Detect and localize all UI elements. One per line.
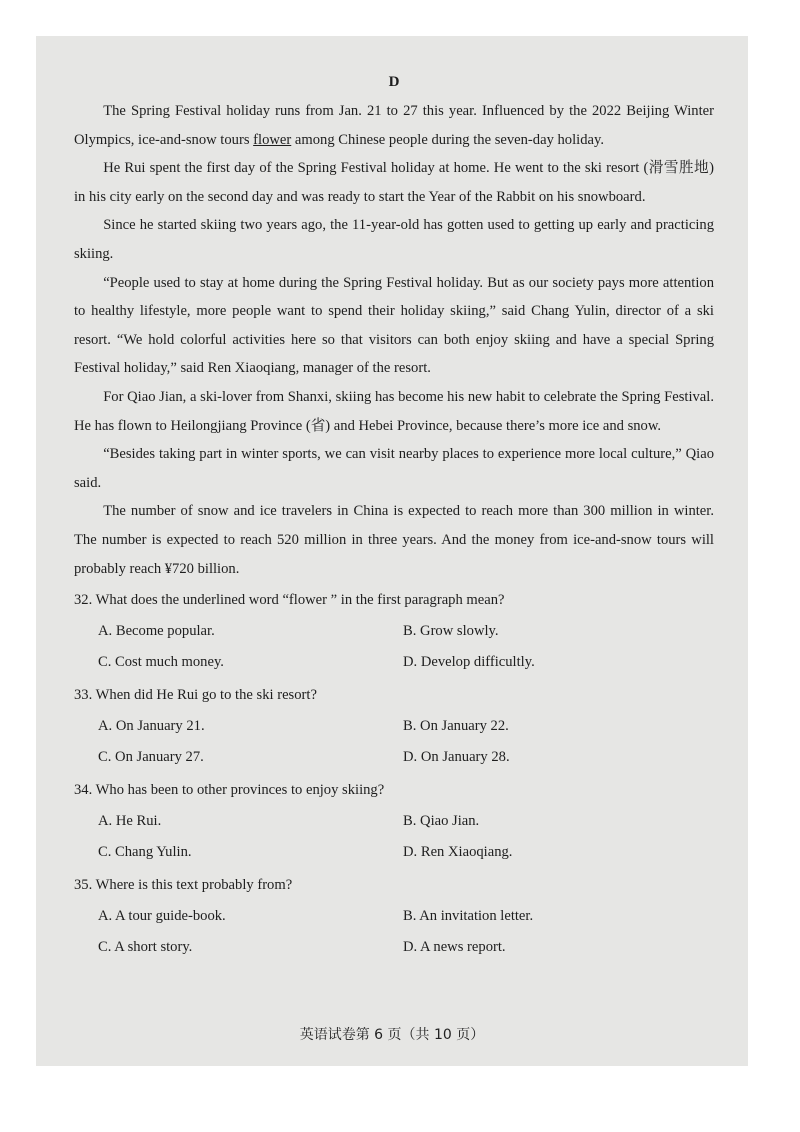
underlined-word: flower bbox=[253, 131, 292, 148]
paragraph-5: For Qiao Jian, a ski-lover from Shanxi, skiing has become his new habit to celebrate the Spring Festival. He has flown to Heilongjiang Province (省) and Hebei Province, because there’s more ice and snow. bbox=[74, 388, 714, 434]
paragraph-1 bbox=[74, 97, 714, 154]
question-stem: 34. Who has been to other provinces to enjoy skiing? bbox=[74, 782, 385, 799]
option-list bbox=[74, 711, 714, 773]
option-d: D. On January 28. bbox=[403, 749, 510, 766]
option-c: C. Chang Yulin. bbox=[98, 844, 192, 861]
paragraph-3: Since he started skiing two years ago, the 11-year-old has gotten used to getting up early and practicing skiing. bbox=[74, 217, 714, 262]
paragraph-4: “People used to stay at home during the Spring Festival holiday. But as our society pays more attention to healthy lifestyle, more people want to spend their holiday skiing,” said Chang Yulin, director of a ski resort. “We hold colorful activities here so that visitors can both enjoy skiing and have a special Spring Festival holiday,” said Ren Xiaoqiang, manager of the resort. bbox=[74, 274, 714, 377]
option-a: A. He Rui. bbox=[98, 813, 162, 830]
option-a: A. On January 21. bbox=[98, 718, 205, 735]
option-a: A. A tour guide-book. bbox=[98, 908, 226, 925]
question-33 bbox=[74, 680, 714, 773]
question-35 bbox=[74, 870, 714, 963]
option-d: D. Develop difficultly. bbox=[403, 654, 535, 671]
option-b: B. An invitation letter. bbox=[403, 908, 534, 925]
option-b: B. On January 22. bbox=[403, 718, 509, 735]
option-d: D. A news report. bbox=[403, 939, 506, 956]
option-d: D. Ren Xiaoqiang. bbox=[403, 844, 513, 861]
option-b: B. Grow slowly. bbox=[403, 623, 499, 640]
section-title: D bbox=[388, 74, 400, 90]
paragraph-6: “Besides taking part in winter sports, we can visit nearby places to experience more local culture,” Qiao said. bbox=[74, 446, 714, 491]
option-c: C. On January 27. bbox=[98, 749, 204, 766]
question-32 bbox=[74, 585, 714, 678]
option-list bbox=[74, 616, 714, 678]
question-stem: 35. Where is this text probably from? bbox=[74, 877, 293, 894]
option-b: B. Qiao Jian. bbox=[403, 813, 480, 830]
option-list bbox=[74, 901, 714, 963]
page-content bbox=[74, 74, 714, 963]
option-c: C. Cost much money. bbox=[98, 654, 224, 671]
exam-page bbox=[36, 36, 748, 1066]
paragraph-2: He Rui spent the first day of the Spring Festival holiday at home. He went to the ski resort (滑雪胜地) in his city early on the second day and was ready to start the Year of the Rabbit on his snowboard. bbox=[74, 160, 714, 205]
page-footer: 英语试卷第 6 页（共 10 页） bbox=[299, 1027, 485, 1043]
paragraph-1-text-end: among Chinese people during the seven-day holiday. bbox=[291, 131, 604, 148]
paragraph-7: The number of snow and ice travelers in China is expected to reach more than 300 million in winter. The number is expected to reach 520 million in three years. And the money from ice-and-snow tours will probably reach ¥720 billion. bbox=[74, 503, 714, 577]
paragraph-1-text-start: The Spring Festival holiday runs from Jan. 21 to 27 this year. Influenced by the 2022 Beijing Winter Olympics, ice-and-snow tours bbox=[74, 103, 714, 148]
option-list bbox=[74, 806, 714, 868]
option-a: A. Become popular. bbox=[98, 623, 215, 640]
question-stem: 32. What does the underlined word “flower ” in the first paragraph mean? bbox=[74, 592, 505, 609]
question-34 bbox=[74, 775, 714, 868]
question-stem: 33. When did He Rui go to the ski resort? bbox=[74, 687, 317, 704]
option-c: C. A short story. bbox=[98, 939, 193, 956]
